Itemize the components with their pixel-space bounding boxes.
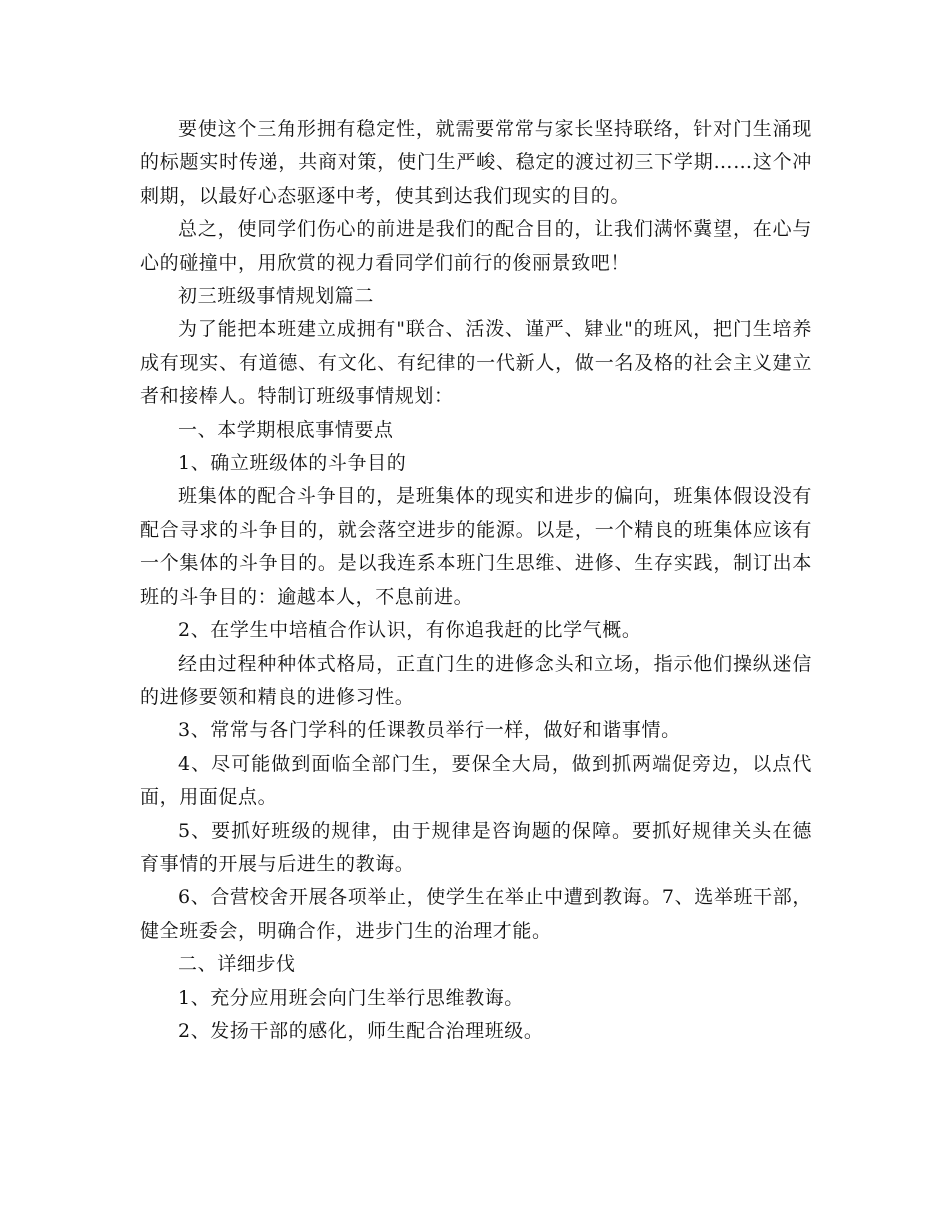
item-5-discipline: 5、要抓好班级的规律，由于规律是咨询题的保障。要抓好规律关头在德育事情的开展与后进生的教诲。 [140,819,812,875]
item-4-all-students: 4、尽可能做到面临全部门生，要保全大局，做到抓两端促旁边，以点代面，用面促点。 [140,752,812,809]
paragraph-study-habits: 经由过程种种体式格局，正直门生的进修念头和立场，指示他们操纵迷信的进修要领和精良的进修习性。 [140,652,812,708]
item-2-cooperation: 2、在学生中培植合作认识，有你追我赶的比学气概。 [178,619,642,642]
item-3-teacher-communication: 3、常常与各门学科的任课教员举行一样，做好和谐事情。 [178,719,681,742]
heading-semester-key-points: 一、本学期根底事情要点 [178,418,394,441]
section-title-plan-two: 初三班级事情规划篇二 [178,285,375,308]
paragraph-collective-goal: 班集体的配合斗争目的，是班集体的现实和进步的偏向，班集体假设没有配合寻求的斗争目的，就会落空进步的能源。以是，一个精良的班集体应该有一个集体的斗争目的。是以我连系本班门生思维、进修、生存实践，制订出本班的斗争目的：逾越本人，不息前进。 [140,485,812,608]
item-6-activities: 6、合营校舍开展各项举止，使学生在举止中遭到教诲。7、选举班干部，健全班委会，明确合作，进步门生的治理才能。 [140,886,812,942]
item-1-establish-goal: 1、确立班级体的斗争目的 [178,452,407,475]
step-1-class-meeting: 1、充分应用班会向门生举行思维教诲。 [178,986,524,1009]
document-body [140,113,812,1048]
step-2-cadres: 2、发扬干部的感化，师生配合治理班级。 [178,1019,544,1042]
heading-detailed-steps: 二、详细步伐 [178,953,296,976]
paragraph-class-goal-intro: 为了能把本班建立成拥有"联合、活泼、谨严、肄业"的班风，把门生培养成有现实、有道德、有文化、有纪律的一代新人，做一名及格的社会主义建立者和接棒人。特制订班级事情规划： [140,318,812,408]
paragraph-summary: 总之，使同学们伤心的前进是我们的配合目的，让我们满怀冀望，在心与心的碰撞中，用欣赏的视力看同学们前行的俊丽景致吧！ [140,218,812,274]
paragraph-parent-contact: 要使这个三角形拥有稳定性，就需要常常与家长坚持联络，针对门生涌现的标题实时传递，共商对策，使门生严峻、稳定的渡过初三下学期……这个冲刺期，以最好心态驱逐中考，使其到达我们现实的目的。 [140,118,812,207]
